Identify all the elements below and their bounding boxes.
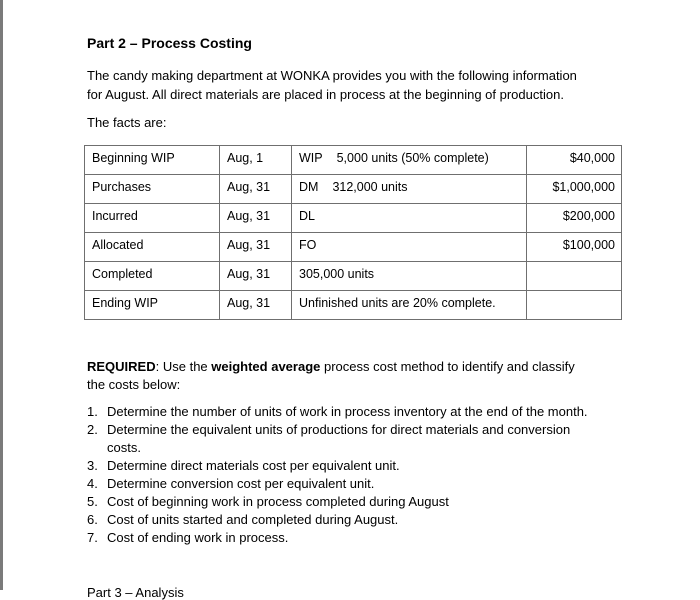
next-section-heading-cutoff: Part 3 – Analysis (87, 585, 184, 600)
row-item: Ending WIP (85, 291, 220, 320)
row-desc: 312,000 units (332, 180, 408, 194)
row-item: Beginning WIP (85, 146, 220, 175)
task-number: 2. (87, 422, 98, 437)
row-item: Completed (85, 262, 220, 291)
table-row (85, 291, 622, 320)
required-line-2: the costs below: (87, 377, 181, 392)
list-item (87, 493, 647, 511)
intro-line-2: for August. All direct materials are placed in process at the beginning of production. (87, 87, 564, 102)
row-date: Aug, 31 (220, 233, 292, 262)
table-row (85, 262, 622, 291)
row-amount: $1,000,000 (527, 175, 622, 204)
list-item (87, 421, 647, 457)
row-detail (292, 204, 527, 233)
task-number: 1. (87, 404, 98, 419)
row-date: Aug, 1 (220, 146, 292, 175)
row-code: DL (299, 209, 315, 223)
table-row (85, 175, 622, 204)
row-date: Aug, 31 (220, 291, 292, 320)
row-code: 305,000 units (299, 267, 375, 281)
row-date: Aug, 31 (220, 204, 292, 233)
task-number: 7. (87, 530, 98, 545)
table-row (85, 204, 622, 233)
row-amount (527, 291, 622, 320)
required-label: REQUIRED (87, 359, 156, 374)
row-code: WIP (299, 151, 323, 165)
list-item (87, 457, 647, 475)
left-edge-border (0, 0, 3, 590)
required-paragraph (87, 358, 627, 394)
task-text: Cost of beginning work in process completed during August (107, 494, 449, 509)
list-item (87, 403, 647, 421)
task-text: Determine conversion cost per equivalent unit. (107, 476, 375, 491)
required-emphasis: weighted average (211, 359, 321, 374)
task-text: Determine the equivalent units of productions for direct materials and conversion (107, 422, 571, 437)
row-code: FO (299, 238, 317, 252)
required-text-2: process cost method to identify and classify (320, 359, 575, 374)
row-item: Incurred (85, 204, 220, 233)
required-text-1: : Use the (155, 359, 212, 374)
table-row (85, 146, 622, 175)
list-item (87, 475, 647, 493)
facts-table (84, 145, 622, 320)
task-text-continued: costs. (107, 440, 141, 455)
intro-line-1: The candy making department at WONKA provides you with the following information (87, 68, 577, 83)
facts-label: The facts are: (87, 115, 167, 130)
row-item: Purchases (85, 175, 220, 204)
row-detail (292, 175, 527, 204)
task-number: 6. (87, 512, 98, 527)
table-row (85, 233, 622, 262)
task-number: 4. (87, 476, 98, 491)
task-text: Determine the number of units of work in process inventory at the end of the month. (107, 404, 588, 419)
row-item: Allocated (85, 233, 220, 262)
row-date: Aug, 31 (220, 175, 292, 204)
row-amount: $40,000 (527, 146, 622, 175)
row-detail (292, 233, 527, 262)
intro-paragraph (87, 66, 647, 104)
row-amount (527, 262, 622, 291)
task-text: Cost of units started and completed during August. (107, 512, 399, 527)
row-code: DM (299, 180, 319, 194)
list-item (87, 529, 647, 547)
row-detail (292, 146, 527, 175)
section-heading: Part 2 – Process Costing (87, 35, 252, 51)
row-code: Unfinished units are 20% complete. (299, 296, 496, 310)
row-amount: $200,000 (527, 204, 622, 233)
task-text: Cost of ending work in process. (107, 530, 289, 545)
list-item (87, 511, 647, 529)
row-date: Aug, 31 (220, 262, 292, 291)
row-amount: $100,000 (527, 233, 622, 262)
task-list (87, 403, 647, 547)
task-number: 5. (87, 494, 98, 509)
task-text: Determine direct materials cost per equivalent unit. (107, 458, 400, 473)
required-line-1 (87, 358, 627, 376)
row-desc: 5,000 units (50% complete) (336, 151, 489, 165)
task-number: 3. (87, 458, 98, 473)
row-detail (292, 291, 527, 320)
row-detail (292, 262, 527, 291)
